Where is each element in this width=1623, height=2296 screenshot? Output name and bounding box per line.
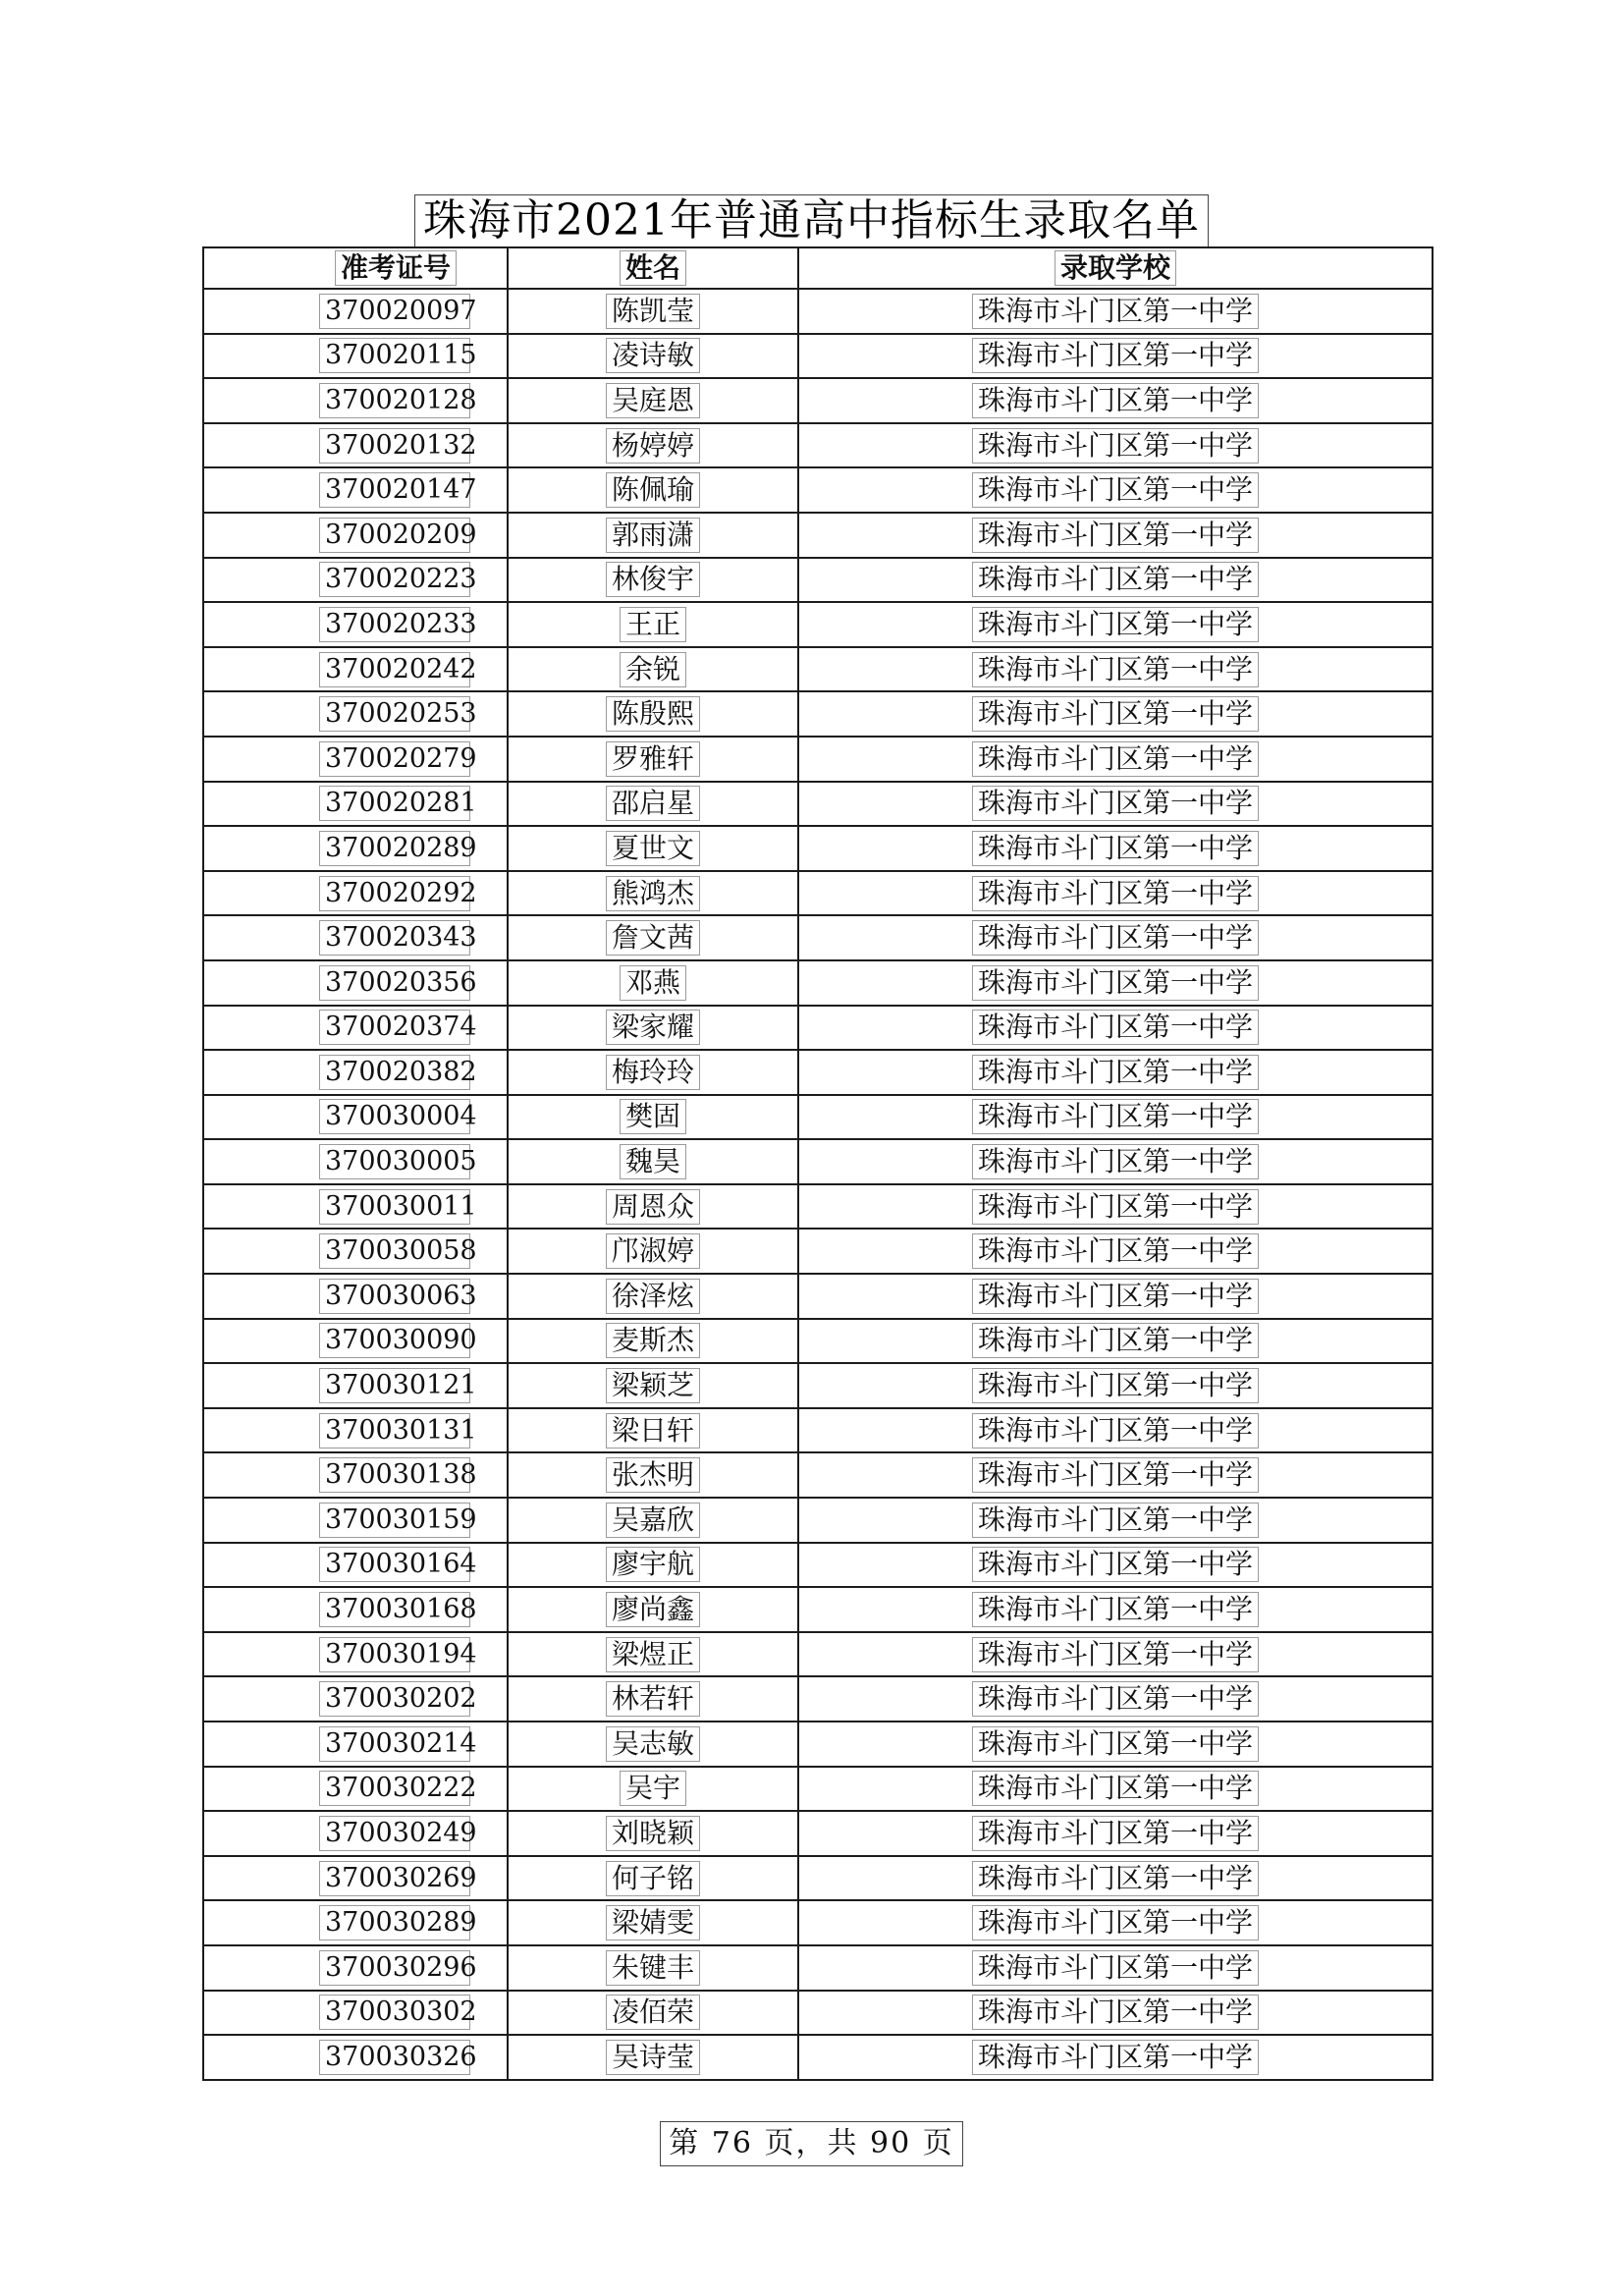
student-name-cell [508,1767,798,1812]
table-row [203,826,1433,871]
table-row [203,871,1433,916]
exam-number-cell [203,378,508,423]
exam-number-cell [203,1587,508,1632]
admitted-school-cell [798,826,1433,871]
table-row [203,1900,1433,1945]
student-name-cell [508,1632,798,1677]
student-name-cell [508,915,798,960]
exam-number: 370030222 [319,1771,470,1806]
table-row [203,1945,1433,1991]
student-name: 魏昊 [620,1144,686,1179]
admitted-school: 珠海市斗门区第一中学 [972,518,1259,553]
admitted-school: 珠海市斗门区第一中学 [972,1905,1259,1941]
admitted-school-cell [798,1811,1433,1856]
exam-number-cell [203,1229,508,1274]
admitted-school: 珠海市斗门区第一中学 [972,1861,1259,1896]
table-row [203,1632,1433,1677]
table-row [203,691,1433,737]
admitted-school: 珠海市斗门区第一中学 [972,786,1259,821]
header-id-label: 准考证号 [335,250,457,286]
admitted-school: 珠海市斗门区第一中学 [972,1637,1259,1672]
student-name-cell [508,334,798,379]
header-school [798,247,1433,289]
exam-number-cell [203,2035,508,2080]
header-row [203,247,1433,289]
student-name: 张杰明 [606,1457,700,1493]
student-name: 詹文茜 [606,920,700,956]
student-name: 梁煜正 [606,1637,700,1672]
exam-number-cell [203,782,508,827]
student-name-cell [508,1543,798,1588]
admitted-school: 珠海市斗门区第一中学 [972,428,1259,464]
admitted-school: 珠海市斗门区第一中学 [972,1413,1259,1449]
admitted-school: 珠海市斗门区第一中学 [972,1950,1259,1986]
exam-number-cell [203,691,508,737]
student-name: 凌诗敏 [606,338,700,373]
table-row [203,1408,1433,1453]
student-name: 邝淑婷 [606,1233,700,1269]
exam-number-cell [203,1184,508,1230]
admitted-school-cell [798,289,1433,334]
header-school-label: 录取学校 [1055,250,1176,286]
exam-number: 370020253 [319,696,470,732]
table-row [203,1319,1433,1364]
student-name: 余锐 [620,652,686,687]
exam-number-cell [203,1319,508,1364]
exam-number-cell [203,513,508,558]
exam-number-cell [203,467,508,513]
admitted-school-cell [798,1006,1433,1051]
admitted-school: 珠海市斗门区第一中学 [972,696,1259,732]
student-name-cell [508,647,798,692]
exam-number: 370030090 [319,1323,470,1358]
admitted-school: 珠海市斗门区第一中学 [972,831,1259,866]
student-name: 林俊宇 [606,562,700,597]
student-name-cell [508,871,798,916]
admitted-school: 珠海市斗门区第一中学 [972,472,1259,508]
student-name-cell [508,558,798,603]
admitted-school: 珠海市斗门区第一中学 [972,294,1259,329]
admitted-school-cell [798,378,1433,423]
admitted-school-cell [798,558,1433,603]
student-name: 邓燕 [620,965,686,1001]
admitted-school-cell [798,1587,1433,1632]
exam-number-cell [203,1050,508,1095]
exam-number: 370020209 [319,518,470,553]
admitted-school-cell [798,871,1433,916]
student-name: 吴嘉欣 [606,1503,700,1538]
exam-number: 370030168 [319,1592,470,1627]
student-name-cell [508,960,798,1006]
table-row [203,602,1433,647]
exam-number-cell [203,826,508,871]
table-row [203,1452,1433,1498]
table-row [203,1363,1433,1408]
student-name: 陈凯莹 [606,294,700,329]
admitted-school-cell [798,960,1433,1006]
header-name-label: 姓名 [620,250,686,286]
exam-number: 370030326 [319,2040,470,2075]
admitted-school-cell [798,602,1433,647]
admitted-school-cell [798,691,1433,737]
admitted-school-cell [798,1229,1433,1274]
exam-number: 370030249 [319,1816,470,1851]
table-row [203,1811,1433,1856]
table-row [203,1184,1433,1230]
admitted-school: 珠海市斗门区第一中学 [972,1368,1259,1403]
student-name: 陈佩瑜 [606,472,700,508]
student-name: 廖尚鑫 [606,1592,700,1627]
student-name-cell [508,782,798,827]
admitted-school-cell [798,334,1433,379]
table-row [203,1229,1433,1274]
student-name-cell [508,1229,798,1274]
admitted-school: 珠海市斗门区第一中学 [972,383,1259,418]
admitted-school: 珠海市斗门区第一中学 [972,652,1259,687]
exam-number: 370030131 [319,1413,470,1449]
admitted-school-cell [798,1050,1433,1095]
student-name: 王正 [620,607,686,642]
table-row [203,1274,1433,1319]
admitted-school: 珠海市斗门区第一中学 [972,1279,1259,1314]
table-row [203,1587,1433,1632]
table-row [203,1498,1433,1543]
student-name-cell [508,378,798,423]
admitted-school: 珠海市斗门区第一中学 [972,741,1259,777]
admitted-school: 珠海市斗门区第一中学 [972,965,1259,1001]
student-name-cell [508,1856,798,1901]
exam-number: 370020374 [319,1010,470,1045]
exam-number: 370020242 [319,652,470,687]
exam-number-cell [203,423,508,468]
student-name: 朱键丰 [606,1950,700,1986]
admitted-school: 珠海市斗门区第一中学 [972,1457,1259,1493]
student-name-cell [508,1900,798,1945]
admitted-school: 珠海市斗门区第一中学 [972,1189,1259,1225]
admitted-school: 珠海市斗门区第一中学 [972,1010,1259,1045]
exam-number: 370020382 [319,1055,470,1090]
admitted-school: 珠海市斗门区第一中学 [972,1055,1259,1090]
admitted-school-cell [798,1452,1433,1498]
exam-number-cell [203,1274,508,1319]
admitted-school-cell [798,513,1433,558]
exam-number: 370030302 [319,1995,470,2030]
exam-number-cell [203,1139,508,1184]
exam-number-cell [203,647,508,692]
student-name-cell [508,1408,798,1453]
admitted-school: 珠海市斗门区第一中学 [972,1995,1259,2030]
admitted-school-cell [798,1274,1433,1319]
student-name-cell [508,1319,798,1364]
table-row [203,647,1433,692]
exam-number-cell [203,1363,508,1408]
admitted-school-cell [798,2035,1433,2080]
exam-number: 370020292 [319,876,470,911]
student-name: 吴宇 [620,1771,686,1806]
student-name: 吴志敏 [606,1726,700,1762]
student-name: 周恩众 [606,1189,700,1225]
student-name: 吴庭恩 [606,383,700,418]
student-name-cell [508,1139,798,1184]
admitted-school: 珠海市斗门区第一中学 [972,562,1259,597]
exam-number: 370030121 [319,1368,470,1403]
table-row [203,915,1433,960]
student-name: 梅玲玲 [606,1055,700,1090]
exam-number: 370030202 [319,1681,470,1717]
exam-number: 370030063 [319,1279,470,1314]
table-row [203,467,1433,513]
student-name: 麦斯杰 [606,1323,700,1358]
exam-number-cell [203,1408,508,1453]
admitted-school: 珠海市斗门区第一中学 [972,1547,1259,1582]
admitted-school: 珠海市斗门区第一中学 [972,920,1259,956]
exam-number: 370030164 [319,1547,470,1582]
table-row [203,334,1433,379]
table-row [203,423,1433,468]
student-name: 何子铭 [606,1861,700,1896]
student-name-cell [508,1184,798,1230]
table-row [203,2035,1433,2080]
admitted-school-cell [798,1767,1433,1812]
admitted-school-cell [798,1319,1433,1364]
student-name-cell [508,1587,798,1632]
exam-number: 370020128 [319,383,470,418]
exam-number: 370030005 [319,1144,470,1179]
admission-table [202,246,1434,2081]
student-name-cell [508,737,798,782]
exam-number-cell [203,1722,508,1767]
student-name-cell [508,1811,798,1856]
exam-number: 370020356 [319,965,470,1001]
admitted-school-cell [798,737,1433,782]
student-name-cell [508,1722,798,1767]
admitted-school-cell [798,647,1433,692]
table-row [203,289,1433,334]
student-name-cell [508,1991,798,2036]
exam-number-cell [203,871,508,916]
exam-number-cell [203,1632,508,1677]
exam-number: 370020279 [319,741,470,777]
admitted-school: 珠海市斗门区第一中学 [972,1771,1259,1806]
exam-number: 370030004 [319,1099,470,1134]
admitted-school-cell [798,1408,1433,1453]
student-name: 廖宇航 [606,1547,700,1582]
student-name-cell [508,423,798,468]
student-name-cell [508,467,798,513]
exam-number: 370030214 [319,1726,470,1762]
admitted-school-cell [798,1498,1433,1543]
student-name: 熊鸿杰 [606,876,700,911]
exam-number-cell [203,1945,508,1991]
table-body [203,289,1433,2080]
student-name-cell [508,1452,798,1498]
student-name: 陈殷熙 [606,696,700,732]
exam-number: 370030011 [319,1189,470,1225]
student-name: 梁颖芝 [606,1368,700,1403]
exam-number-cell [203,1095,508,1140]
footer-area [0,2121,1623,2166]
exam-number: 370020223 [319,562,470,597]
table-row [203,1006,1433,1051]
admitted-school: 珠海市斗门区第一中学 [972,1099,1259,1134]
exam-number: 370030269 [319,1861,470,1896]
student-name-cell [508,289,798,334]
student-name-cell [508,1498,798,1543]
admitted-school: 珠海市斗门区第一中学 [972,1592,1259,1627]
student-name: 罗雅轩 [606,741,700,777]
exam-number: 370030296 [319,1950,470,1986]
admitted-school-cell [798,423,1433,468]
exam-number-cell [203,334,508,379]
table-row [203,1676,1433,1722]
student-name: 梁婧雯 [606,1905,700,1941]
admitted-school-cell [798,1900,1433,1945]
student-name-cell [508,1050,798,1095]
table-row [203,1991,1433,2036]
admitted-school-cell [798,1722,1433,1767]
exam-number: 370030058 [319,1233,470,1269]
table-row [203,1095,1433,1140]
exam-number: 370020097 [319,294,470,329]
table-header [203,247,1433,289]
table-row [203,1543,1433,1588]
student-name: 樊固 [620,1099,686,1134]
student-name: 凌佰荣 [606,1995,700,2030]
exam-number-cell [203,289,508,334]
exam-number-cell [203,1006,508,1051]
table-row [203,737,1433,782]
student-name-cell [508,826,798,871]
student-name-cell [508,1274,798,1319]
student-name: 郭雨潇 [606,518,700,553]
table-row [203,1139,1433,1184]
exam-number: 370020233 [319,607,470,642]
exam-number: 370030194 [319,1637,470,1672]
table-row [203,1856,1433,1901]
header-name [508,247,798,289]
student-name-cell [508,1363,798,1408]
exam-number: 370020343 [319,920,470,956]
admitted-school-cell [798,1139,1433,1184]
exam-number-cell [203,1900,508,1945]
student-name: 梁家耀 [606,1010,700,1045]
student-name-cell [508,691,798,737]
exam-number-cell [203,1811,508,1856]
admitted-school: 珠海市斗门区第一中学 [972,2040,1259,2075]
exam-number-cell [203,915,508,960]
exam-number-cell [203,1498,508,1543]
admitted-school-cell [798,1095,1433,1140]
admitted-school-cell [798,1363,1433,1408]
exam-number-cell [203,602,508,647]
admitted-school: 珠海市斗门区第一中学 [972,876,1259,911]
table-row [203,782,1433,827]
exam-number: 370020281 [319,786,470,821]
exam-number: 370020289 [319,831,470,866]
admitted-school: 珠海市斗门区第一中学 [972,607,1259,642]
student-name-cell [508,513,798,558]
admitted-school-cell [798,782,1433,827]
admitted-school-cell [798,467,1433,513]
exam-number-cell [203,960,508,1006]
admitted-school: 珠海市斗门区第一中学 [972,1323,1259,1358]
page-number: 第 76 页，共 90 页 [660,2121,963,2166]
exam-number: 370030289 [319,1905,470,1941]
admitted-school-cell [798,1991,1433,2036]
student-name-cell [508,1945,798,1991]
student-name: 杨婷婷 [606,428,700,464]
exam-number-cell [203,558,508,603]
student-name: 梁日轩 [606,1413,700,1449]
exam-number-cell [203,1543,508,1588]
student-name-cell [508,1676,798,1722]
table-row [203,513,1433,558]
header-id [203,247,508,289]
table-row [203,1767,1433,1812]
admitted-school: 珠海市斗门区第一中学 [972,1503,1259,1538]
admitted-school: 珠海市斗门区第一中学 [972,1726,1259,1762]
student-name-cell [508,1095,798,1140]
exam-number: 370020132 [319,428,470,464]
exam-number-cell [203,737,508,782]
student-name-cell [508,602,798,647]
exam-number: 370030159 [319,1503,470,1538]
table-row [203,378,1433,423]
admitted-school: 珠海市斗门区第一中学 [972,1816,1259,1851]
exam-number-cell [203,1767,508,1812]
table-row [203,558,1433,603]
table-row [203,1050,1433,1095]
exam-number-cell [203,1676,508,1722]
student-name-cell [508,1006,798,1051]
admitted-school-cell [798,1856,1433,1901]
student-name: 林若轩 [606,1681,700,1717]
admitted-school-cell [798,1184,1433,1230]
table-row [203,960,1433,1006]
student-name: 徐泽炫 [606,1279,700,1314]
admitted-school-cell [798,1676,1433,1722]
student-name: 夏世文 [606,831,700,866]
exam-number: 370020147 [319,472,470,508]
student-name: 吴诗莹 [606,2040,700,2075]
admitted-school-cell [798,1632,1433,1677]
admitted-school: 珠海市斗门区第一中学 [972,1681,1259,1717]
page-title: 珠海市2021年普通高中指标生录取名单 [414,194,1209,247]
title-area [0,194,1623,247]
exam-number: 370030138 [319,1457,470,1493]
exam-number-cell [203,1856,508,1901]
admitted-school: 珠海市斗门区第一中学 [972,1233,1259,1269]
exam-number: 370020115 [319,338,470,373]
table-row [203,1722,1433,1767]
admitted-school: 珠海市斗门区第一中学 [972,338,1259,373]
student-name-cell [508,2035,798,2080]
student-name: 邵启星 [606,786,700,821]
admitted-school: 珠海市斗门区第一中学 [972,1144,1259,1179]
exam-number-cell [203,1452,508,1498]
admitted-school-cell [798,1543,1433,1588]
admitted-school-cell [798,1945,1433,1991]
exam-number-cell [203,1991,508,2036]
admitted-school-cell [798,915,1433,960]
student-name: 刘晓颖 [606,1816,700,1851]
